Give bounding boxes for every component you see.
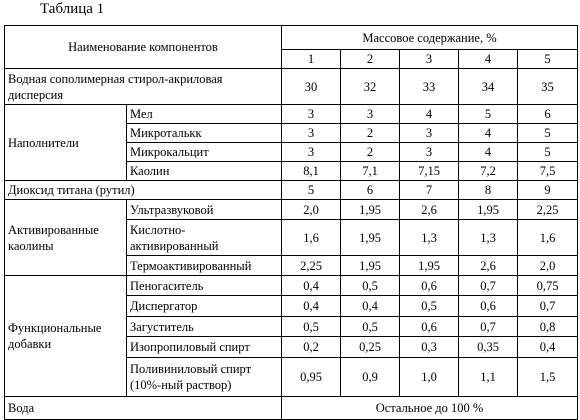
table-cell: 3 [341, 105, 400, 124]
table-cell: 0,4 [282, 296, 341, 317]
table-cell: 2,0 [282, 200, 341, 220]
table-cell: 1,95 [341, 220, 400, 256]
table-cell: 1,1 [459, 358, 518, 397]
table-cell: 1,6 [518, 220, 578, 256]
table-cell: 1,3 [400, 220, 459, 256]
row-label: Диспергатор [127, 296, 282, 317]
group-label [5, 200, 127, 276]
table-row [5, 181, 578, 200]
table-cell: 30 [282, 69, 341, 105]
group-label: Наполнители [5, 105, 127, 181]
table-cell: 1,3 [459, 220, 518, 256]
header-components: Наименование компонентов [5, 26, 282, 69]
table-cell: 7 [400, 181, 459, 200]
table-cell: 2 [341, 124, 400, 143]
table-cell: 2,25 [518, 200, 578, 220]
column-header: 4 [459, 50, 518, 69]
row-label: Каолин [127, 162, 282, 181]
table-cell: 2,6 [400, 200, 459, 220]
table-caption: Таблица 1 [40, 1, 105, 17]
table-cell: 8 [459, 181, 518, 200]
table-cell: 5 [282, 181, 341, 200]
table-cell: 0,4 [518, 337, 578, 358]
row-label-line: активированный [130, 238, 219, 253]
table-cell: 1,0 [400, 358, 459, 397]
composition-table [4, 25, 578, 420]
table-row [5, 200, 578, 220]
table-cell: 33 [400, 69, 459, 105]
table-cell: 3 [282, 105, 341, 124]
row-label: Изопропиловый спирт [127, 337, 282, 358]
table-cell: 0,35 [459, 337, 518, 358]
table-cell: 8,1 [282, 162, 341, 181]
column-header: 5 [518, 50, 578, 69]
table-cell: 3 [282, 124, 341, 143]
table-cell: 0,4 [282, 276, 341, 296]
table-cell: 0,8 [518, 317, 578, 337]
table-cell: 0,75 [518, 276, 578, 296]
table-cell: 0,7 [518, 296, 578, 317]
table-cell: Остальное до 100 % [282, 397, 578, 420]
table-cell: 9 [518, 181, 578, 200]
column-header: 2 [341, 50, 400, 69]
table-row [5, 69, 578, 105]
row-label: Пеногаситель [127, 276, 282, 296]
table-cell: 6 [341, 181, 400, 200]
table-cell: 4 [459, 124, 518, 143]
header-mass-content: Массовое содержание, % [282, 26, 578, 50]
table-cell: 34 [459, 69, 518, 105]
header-row [5, 26, 578, 50]
row-label: Вода [5, 397, 282, 420]
table-cell: 4 [459, 143, 518, 162]
row-label [127, 358, 282, 397]
row-label-line: Поливиниловый спирт [130, 362, 252, 376]
table-cell: 3 [282, 143, 341, 162]
table-cell: 0,5 [400, 296, 459, 317]
table-cell: 0,25 [341, 337, 400, 358]
table-cell: 1,95 [459, 200, 518, 220]
table-cell: 7,1 [341, 162, 400, 181]
row-label-line: дисперсия [8, 87, 64, 102]
table-cell: 0,7 [459, 317, 518, 337]
table-cell: 5 [518, 124, 578, 143]
table-cell: 2,6 [459, 256, 518, 276]
table-cell: 2,0 [518, 256, 578, 276]
table-cell: 2,25 [282, 256, 341, 276]
row-label [5, 69, 282, 105]
row-label: Микроталькк [127, 124, 282, 143]
row-label: Загуститель [127, 317, 282, 337]
table-cell: 7,5 [518, 162, 578, 181]
row-label-line: (10%-ный раствор) [130, 378, 232, 392]
table-cell: 0,7 [459, 276, 518, 296]
table-row [5, 105, 578, 124]
table-cell: 1,6 [282, 220, 341, 256]
table-cell: 35 [518, 69, 578, 105]
table-cell: 1,95 [341, 200, 400, 220]
row-label: Мел [127, 105, 282, 124]
table-cell: 5 [459, 105, 518, 124]
table-cell: 0,95 [282, 358, 341, 397]
table-cell: 7,2 [459, 162, 518, 181]
group-label-line: каолины [8, 238, 54, 253]
group-label-line: добавки [8, 337, 52, 351]
table-cell: 4 [400, 105, 459, 124]
table-cell: 0,9 [341, 358, 400, 397]
row-label: Ультразвуковой [127, 200, 282, 220]
table-cell: 3 [400, 143, 459, 162]
row-label: Микрокальцит [127, 143, 282, 162]
table-cell: 7,15 [400, 162, 459, 181]
row-label-line: Кислотно- [130, 222, 186, 237]
table-cell: 3 [400, 124, 459, 143]
column-header: 3 [400, 50, 459, 69]
table-cell: 0,2 [282, 337, 341, 358]
table-cell: 1,95 [341, 256, 400, 276]
table-cell: 0,6 [459, 296, 518, 317]
table-cell: 1,5 [518, 358, 578, 397]
group-label-line: Активированные [8, 222, 99, 237]
table-cell: 0,5 [282, 317, 341, 337]
row-label [127, 220, 282, 256]
table-cell: 0,5 [341, 276, 400, 296]
table-cell: 32 [341, 69, 400, 105]
table-cell: 5 [518, 143, 578, 162]
row-label: Термоактивированный [127, 256, 282, 276]
table-row [5, 397, 578, 420]
table-cell: 1,95 [400, 256, 459, 276]
group-label-line: Функциональные [8, 321, 102, 335]
table-cell: 0,4 [341, 296, 400, 317]
column-header: 1 [282, 50, 341, 69]
group-label [5, 276, 127, 397]
table-cell: 0,6 [400, 276, 459, 296]
table-cell: 6 [518, 105, 578, 124]
table-cell: 2 [341, 143, 400, 162]
table-cell: 0,3 [400, 337, 459, 358]
table-cell: 0,6 [400, 317, 459, 337]
row-label-line: Водная сополимерная стирол-акриловая [8, 71, 223, 86]
row-label: Диоксид титана (рутил) [5, 181, 282, 200]
table-cell: 0,5 [341, 317, 400, 337]
table-row [5, 276, 578, 296]
